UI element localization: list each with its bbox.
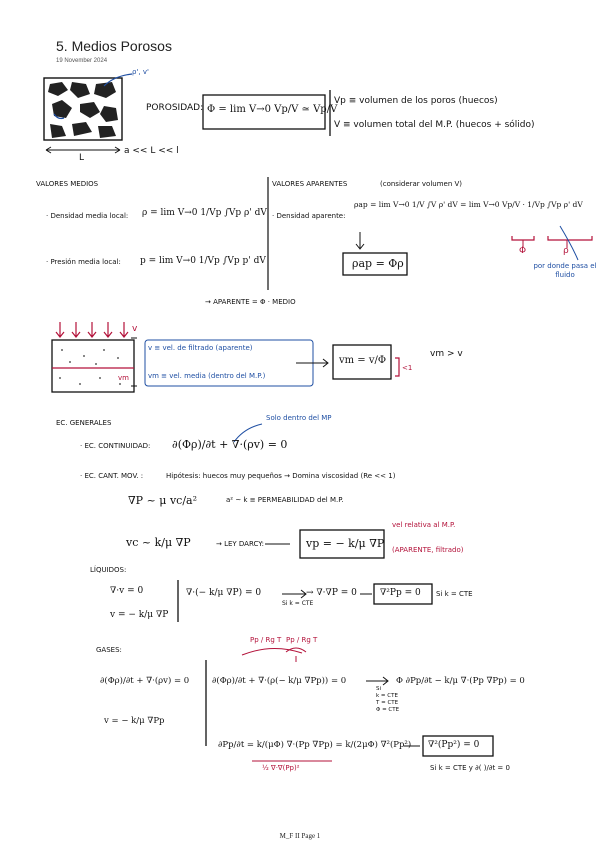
gases-cond-t: T = CTE bbox=[376, 700, 399, 706]
vm-greater-v: vm > v bbox=[430, 349, 463, 359]
hipotesis: Hipótesis: huecos muy pequeños → Domina viscosidad (Re << 1) bbox=[166, 472, 396, 480]
densidad-aparente-label: · Densidad aparente: bbox=[272, 212, 346, 220]
note-fluido: por donde pasa el fluido bbox=[533, 262, 597, 279]
vm-arrow-label: vm bbox=[118, 374, 129, 382]
grad-p-scaling: ∇P ~ μ vc/a² bbox=[128, 494, 197, 507]
darcy-formula: vp = − k/μ ∇P bbox=[306, 537, 385, 550]
densidad-aparente-formula: ρap = lim V→0 1/V ∫V ρ' dV = lim V→0 Vp/V · 1/Vp ∫Vp ρ' dV bbox=[354, 200, 583, 209]
valores-medios-header: VALORES MEDIOS bbox=[36, 180, 99, 188]
solo-dentro-note: Solo dentro del MP bbox=[266, 414, 332, 422]
page-title: 5. Medios Porosos bbox=[56, 38, 172, 54]
gases-laplace: ∇²(Pp²) = 0 bbox=[428, 740, 480, 750]
gases-eq2: v = − k/μ ∇Pp bbox=[104, 716, 165, 726]
gases-cond-si: Si bbox=[376, 686, 382, 692]
gases-result1: Φ ∂Pp/∂t − k/μ ∇·(Pp ∇Pp) = 0 bbox=[396, 676, 525, 686]
aparente-filtrado-note: (APARENTE, filtrado) bbox=[392, 546, 464, 554]
gases-conditions bbox=[376, 686, 399, 714]
scale-relation: a << L << l bbox=[124, 146, 179, 156]
porous-grains bbox=[48, 82, 118, 138]
gases-combined: ∂(Φρ)/∂t + ∇·(ρ(− k/μ ∇Pp)) = 0 bbox=[212, 676, 347, 686]
continuidad-label: · EC. CONTINUIDAD: bbox=[80, 442, 151, 450]
gases-cond-phi: Φ = CTE bbox=[376, 707, 400, 713]
rho-mark: ρ bbox=[563, 246, 569, 256]
gases-laplace-note: Si k = CTE y ∂( )/∂t = 0 bbox=[430, 764, 510, 772]
def-vmedia: vm ≡ vel. media (dentro del M.P.) bbox=[148, 372, 266, 380]
liquidos-laplace: ∇²Pp = 0 bbox=[380, 588, 421, 598]
def-filtrado: v ≡ vel. de filtrado (aparente) bbox=[148, 344, 253, 352]
L-label: L bbox=[79, 153, 85, 163]
gases-eq1: ∂(Φρ)/∂t + ∇·(ρv) = 0 bbox=[100, 676, 190, 686]
rho-prime-label: ρ', v' bbox=[132, 68, 149, 76]
rho-ap-result: ρap = Φρ bbox=[352, 257, 404, 270]
gases-half-note: ½ ∇·∇(Pp)² bbox=[262, 764, 300, 772]
porosidad-formula: Φ = lim V→0 Vp/V ≃ Vp/V bbox=[207, 104, 338, 115]
filtration-sketch bbox=[52, 340, 134, 392]
presion-media-label: · Presión media local: bbox=[46, 258, 121, 266]
gases-result2: ∂Pp/∂t = k/(μΦ) ∇·(Pp ∇Pp) = k/(2μΦ) ∇²(Pp²) bbox=[218, 740, 412, 750]
liquidos-header: LÍQUIDOS: bbox=[90, 566, 127, 574]
vm-relation: vm = v/Φ bbox=[339, 355, 387, 366]
presion-media-formula: p = lim V→0 1/Vp ∫Vp p' dV bbox=[140, 256, 266, 266]
gases-header: GASES: bbox=[96, 646, 122, 654]
densidad-media-label: · Densidad media local: bbox=[46, 212, 129, 220]
valores-aparentes-note: (considerar volumen V) bbox=[380, 180, 463, 188]
liquidos-eq1: ∇·v = 0 bbox=[110, 586, 144, 596]
v-arrow-label: v bbox=[132, 324, 138, 334]
liquidos-arrow-result: → ∇·∇P = 0 bbox=[306, 588, 357, 598]
liquidos-si-k: Si k = CTE bbox=[282, 600, 314, 607]
def-v: V ≡ volumen total del M.P. (huecos + sólido) bbox=[334, 120, 535, 130]
gases-cond-k: k = CTE bbox=[376, 693, 398, 699]
page-date: 19 November 2024 bbox=[56, 58, 108, 64]
gases-frac-top2: Pp / Rg T bbox=[286, 636, 318, 644]
liquidos-combined: ∇·(− k/μ ∇P) = 0 bbox=[186, 588, 262, 598]
def-vp: Vp ≡ volumen de los poros (huecos) bbox=[334, 96, 498, 106]
vel-relativa-note: vel relativa al M.P. bbox=[392, 521, 456, 529]
valores-aparentes-header: VALORES APARENTES bbox=[272, 180, 348, 188]
vc-relation: vc ~ k/μ ∇P bbox=[126, 536, 191, 549]
phi-mark: Φ bbox=[519, 246, 527, 256]
liquidos-eq2: v = − k/μ ∇P bbox=[110, 610, 169, 620]
darcy-label: → LEY DARCY: bbox=[216, 540, 264, 548]
lt-one: <1 bbox=[402, 364, 413, 372]
continuidad-formula: ∂(Φρ)/∂t + ∇·(ρv) = 0 bbox=[172, 438, 288, 451]
ec-generales-header: EC. GENERALES bbox=[56, 419, 112, 427]
gases-frac-top1: Pp / Rg T bbox=[250, 636, 282, 644]
porosidad-label: POROSIDAD: bbox=[146, 103, 204, 113]
aparente-rule: → APARENTE = Φ · MEDIO bbox=[205, 298, 296, 306]
liquidos-laplace-note: Si k = CTE bbox=[436, 590, 473, 598]
page-footer: M_F II Page 1 bbox=[279, 832, 321, 840]
permeabilidad-def: a² ~ k ≡ PERMEABILIDAD del M.P. bbox=[226, 496, 344, 504]
densidad-media-formula: ρ = lim V→0 1/Vp ∫Vp ρ' dV bbox=[142, 208, 267, 218]
cant-mov-label: · EC. CANT. MOV. : bbox=[80, 472, 144, 480]
